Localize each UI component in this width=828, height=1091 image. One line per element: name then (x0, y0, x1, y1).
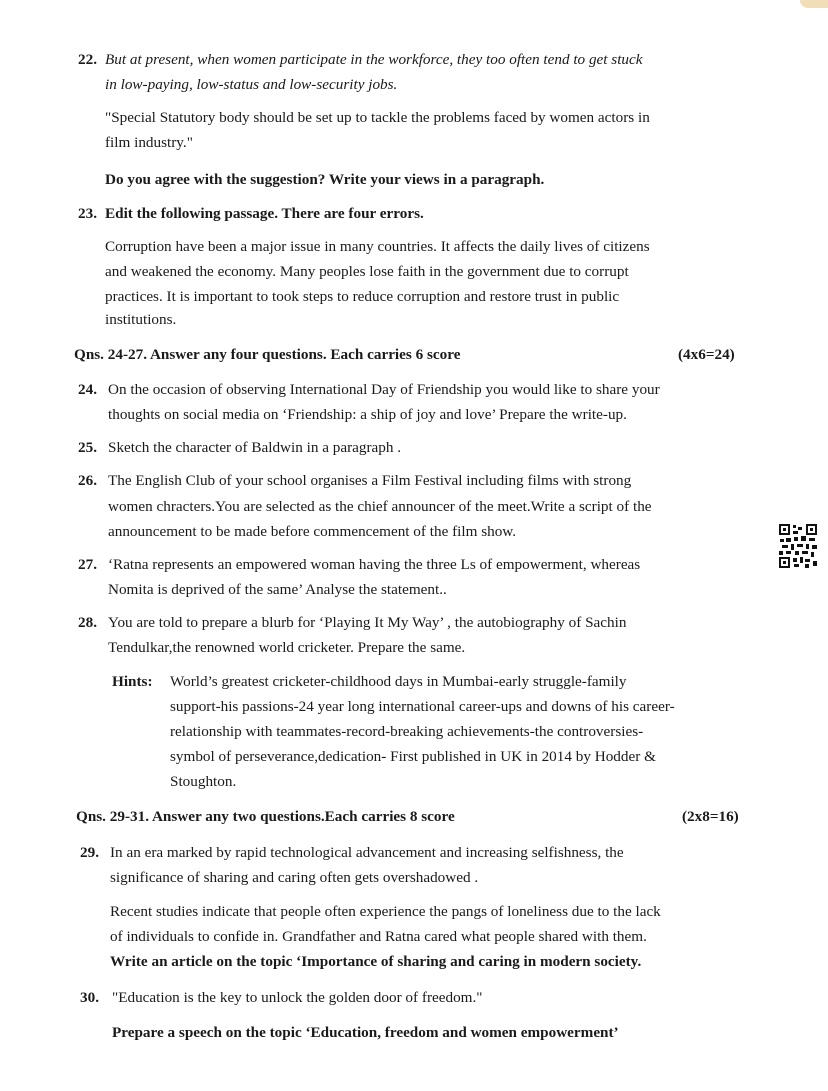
question-25-line-1: Sketch the character of Baldwin in a paragraph . (108, 439, 402, 456)
question-24-line-1: On the occasion of observing International Day of Friendship you would like to share your (108, 381, 660, 398)
question-23-passage-line-3: practices. It is important to took steps to reduce corruption and restore trust in public (105, 288, 620, 305)
question-23-passage-line-2: and weakened the economy. Many peoples lose faith in the government due to corrupt (105, 263, 629, 280)
question-28-hints-line-2: support-his passions-24 year long international career-ups and downs of his career- (170, 698, 675, 715)
page-corner-mark (800, 0, 828, 8)
question-22-quote-line-2: film industry." (105, 134, 193, 151)
question-23-passage-line-1: Corruption have been a major issue in many countries. It affects the daily lives of citizens (105, 238, 650, 255)
qr-code-icon (778, 523, 818, 569)
question-23-passage-line-4: institutions. (105, 311, 177, 328)
question-29-line-1: In an era marked by rapid technological advancement and increasing selfishness, the (110, 844, 624, 861)
question-22-number: 22. (78, 51, 97, 68)
question-30-line-1: "Education is the key to unlock the golden door of freedom." (112, 989, 483, 1006)
question-24-number: 24. (78, 381, 97, 398)
question-28-hints-line-1: World’s greatest cricketer-childhood days in Mumbai-early struggle-family (170, 673, 627, 690)
question-28-hints-line-5: Stoughton. (170, 773, 237, 790)
question-26-line-3: announcement to be made before commencement of the film show. (108, 523, 517, 540)
question-30-task: Prepare a speech on the topic ‘Education, freedom and women empowerment’ (112, 1024, 619, 1041)
question-30-number: 30. (80, 989, 99, 1006)
question-28-hints-line-3: relationship with teammates-record-breaking achievements-the controversies- (170, 723, 644, 740)
question-27-line-1: ‘Ratna represents an empowered woman having the three Ls of empowerment, whereas (108, 556, 641, 573)
question-27-line-2: Nomita is deprived of the same’ Analyse the statement.. (108, 581, 447, 598)
question-26-number: 26. (78, 472, 97, 489)
question-29-task: Write an article on the topic ‘Importance of sharing and caring in modern society. (110, 953, 642, 970)
question-24-line-2: thoughts on social media on ‘Friendship: a ship of joy and love’ Prepare the write-up. (108, 406, 627, 423)
question-29-para2-line-2: of individuals to confide in. Grandfather and Ratna cared what people shared with them. (110, 928, 647, 945)
question-28-number: 28. (78, 614, 97, 631)
question-22-quote-line-1: "Special Statutory body should be set up to tackle the problems faced by women actors in (105, 109, 650, 126)
section-24-27-score: (4x6=24) (678, 346, 735, 363)
question-22-task: Do you agree with the suggestion? Write your views in a paragraph. (105, 171, 545, 188)
section-29-31-heading: Qns. 29-31. Answer any two questions.Each carries 8 score (76, 808, 455, 825)
question-26-line-2: women chracters.You are selected as the chief announcer of the meet.Write a script of the (108, 498, 652, 515)
question-22-lead-line-2: in low-paying, low-status and low-security jobs. (105, 76, 398, 93)
section-24-27-heading: Qns. 24-27. Answer any four questions. Each carries 6 score (74, 346, 461, 363)
question-28-hints-label: Hints: (112, 673, 153, 690)
question-23-number: 23. (78, 205, 97, 222)
question-25-number: 25. (78, 439, 97, 456)
section-29-31-score: (2x8=16) (682, 808, 739, 825)
question-23-task: Edit the following passage. There are four errors. (105, 205, 424, 222)
question-26-line-1: The English Club of your school organises a Film Festival including films with strong (108, 472, 632, 489)
question-28-line-2: Tendulkar,the renowned world cricketer. Prepare the same. (108, 639, 466, 656)
question-29-number: 29. (80, 844, 99, 861)
question-29-line-2: significance of sharing and caring often gets overshadowed . (110, 869, 479, 886)
question-28-line-1: You are told to prepare a blurb for ‘Playing It My Way’ , the autobiography of Sachin (108, 614, 627, 631)
question-29-para2-line-1: Recent studies indicate that people often experience the pangs of loneliness due to the lack (110, 903, 661, 920)
question-28-hints-line-4: symbol of perseverance,dedication- First published in UK in 2014 by Hodder & (170, 748, 656, 765)
question-22-lead-line-1: But at present, when women participate in the workforce, they too often tend to get stuck (105, 51, 643, 68)
question-27-number: 27. (78, 556, 97, 573)
